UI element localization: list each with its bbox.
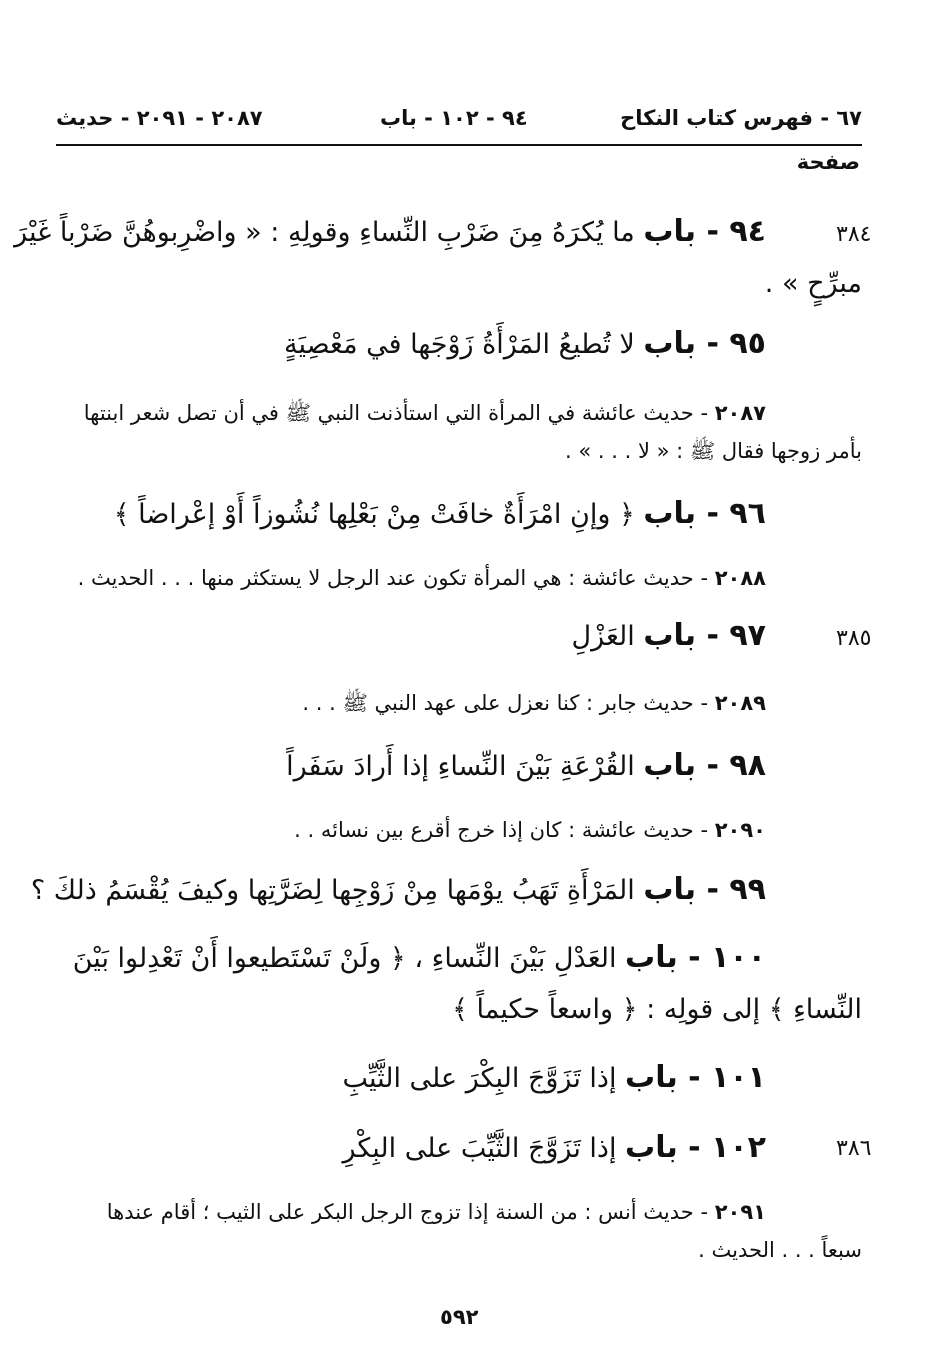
hadith-2087-line2: بأمر زوجها فقال ﷺ : « لا . . . » . [565, 439, 862, 463]
bab-100-number: ١٠٠ - باب [625, 940, 766, 975]
footer-page-number: ٥٩٢ [440, 1305, 479, 1329]
bab-95 [284, 326, 766, 361]
page-column-label: صفحة [796, 150, 860, 174]
hadith-2091-number: ٢٠٩١ [714, 1200, 766, 1224]
bab-94-title: ما يُكرَهُ مِنَ ضَرْبِ النِّساءِ وقولِهِ : « واضْرِبوهُنَّ ضَرْباً غَيْرَ [14, 217, 635, 248]
bab-100-line2: النِّساءِ ﴾ إلى قولِه : ﴿ واسعاً حكيماً ﴾ [452, 994, 862, 1025]
bab-102-number: ١٠٢ - باب [625, 1130, 766, 1165]
hadith-2089 [302, 690, 766, 721]
bab-96-title: ﴿ وإنِ امْرَأَةٌ خافَتْ مِنْ بَعْلِها نُشُوزاً أَوْ إعْراضاً ﴾ [113, 499, 635, 530]
bab-100-line1 [73, 940, 766, 975]
hadith-2088 [78, 566, 766, 590]
header-rule [56, 144, 862, 146]
bab-102 [342, 1130, 766, 1165]
bab-98-title: القُرْعَةِ بَيْنَ النِّساءِ إذا أَرادَ سَفَراً [286, 751, 635, 782]
bab-98-number: ٩٨ - باب [643, 748, 766, 783]
bab-96-number: ٩٦ - باب [643, 496, 766, 531]
hadith-2088-number: ٢٠٨٨ [714, 566, 766, 590]
hadith-2089-text: - حديث جابر : كنا نعزل على عهد النبي ﷺ . . . [302, 691, 709, 715]
bab-97 [571, 618, 766, 653]
bab-98 [286, 748, 766, 783]
hadith-2087-number: ٢٠٨٧ [714, 401, 766, 425]
hadith-2091-line2: سبعاً . . . الحديث . [698, 1238, 862, 1262]
hadith-2090-text: - حديث عائشة : كان إذا خرج أقرع بين نسائه . . [294, 818, 709, 842]
bab-97-title: العَزْلِ [571, 621, 635, 652]
hadith-2087-line1 [84, 400, 766, 431]
bab-94-line1 [14, 214, 766, 249]
page-ref-386: ٣٨٦ [836, 1136, 872, 1161]
hadith-2088-text: - حديث عائشة : هي المرأة تكون عند الرجل لا يستكثر منها . . . الحديث . [77, 566, 709, 590]
bab-101 [342, 1060, 766, 1095]
hadith-2087-text: - حديث عائشة في المرأة التي استأذنت النبي ﷺ في أن تصل شعر ابنتها [83, 401, 709, 425]
bab-99-number: ٩٩ - باب [643, 872, 766, 907]
bab-101-title: إذا تَزَوَّجَ البِكْرَ على الثَّيِّبِ [342, 1063, 617, 1094]
bab-95-number: ٩٥ - باب [643, 326, 766, 361]
bab-101-number: ١٠١ - باب [625, 1060, 766, 1095]
bab-97-number: ٩٧ - باب [643, 618, 766, 653]
bab-99-title: المَرْأَةِ تَهَبُ يوْمَها مِنْ زَوْجِها لِضَرَّتِها وكيفَ يُقْسَمُ ذلكَ ؟ [30, 875, 635, 906]
header-center: ٩٤ - ١٠٢ - باب [380, 106, 528, 130]
bab-94-line2: مبرِّحٍ » . [764, 268, 862, 299]
bab-96 [114, 496, 766, 531]
hadith-2091-text: - حديث أنس : من السنة إذا تزوج الرجل البكر على الثيب ؛ أقام عندها [106, 1200, 709, 1224]
page-ref-384: ٣٨٤ [836, 222, 872, 247]
header-right: ٦٧ - فهرس كتاب النكاح [620, 106, 862, 130]
hadith-2090-number: ٢٠٩٠ [714, 818, 766, 842]
header-left: ٢٠٨٧ - ٢٠٩١ - حديث [56, 106, 263, 130]
bab-100-title: العَدْلِ بَيْنَ النِّساءِ ، ﴿ ولَنْ تَسْتَطيعوا أَنْ تَعْدِلوا بَيْنَ [72, 943, 617, 974]
hadith-2091-line1 [107, 1200, 766, 1224]
bab-102-title: إذا تَزَوَّجَ الثَّيِّبَ على البِكْرِ [342, 1133, 617, 1164]
hadith-2089-number: ٢٠٨٩ [714, 691, 766, 715]
hadith-2090 [294, 818, 766, 842]
page-ref-385: ٣٨٥ [836, 626, 872, 651]
bab-94-number: ٩٤ - باب [643, 214, 766, 249]
bab-95-title: لا تُطيعُ المَرْأَةُ زَوْجَها في مَعْصِيَةٍ [284, 329, 635, 360]
bab-99 [31, 872, 766, 907]
